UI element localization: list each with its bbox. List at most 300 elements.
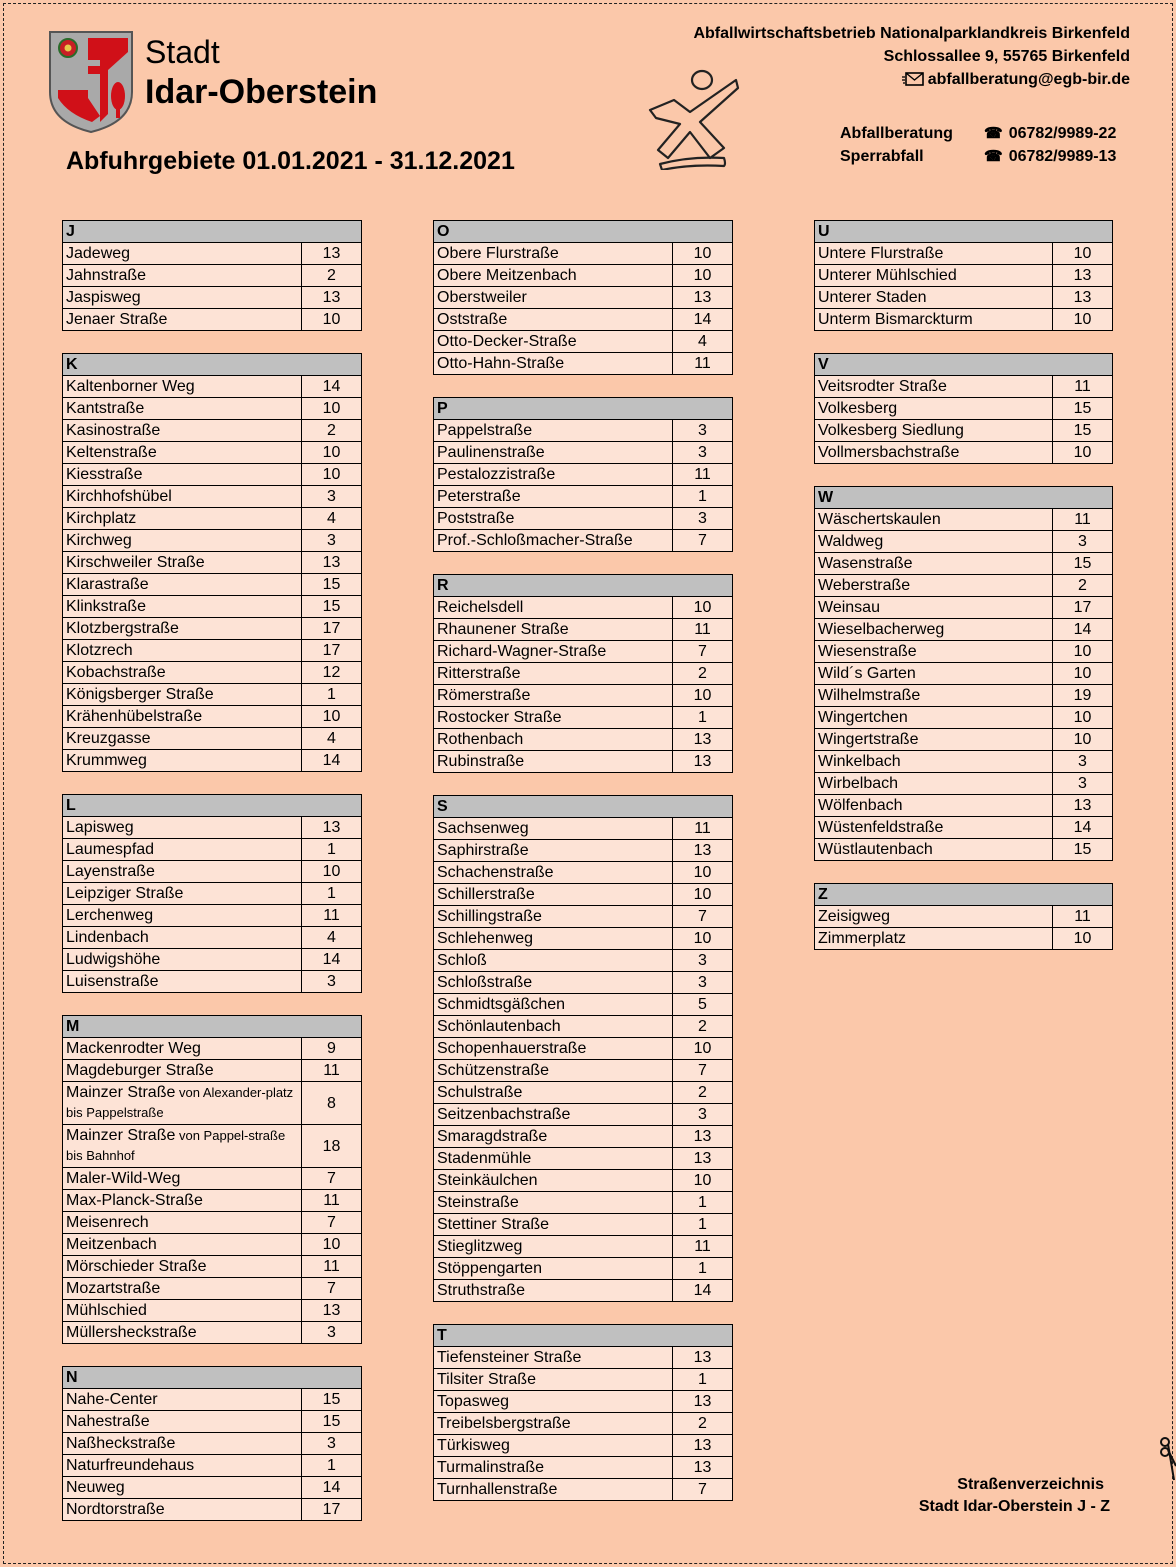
- table-row: [434, 1214, 733, 1236]
- street-name-cell: Pestalozzistraße: [434, 464, 673, 486]
- area-number-cell: 14: [302, 376, 362, 398]
- area-number-cell: 19: [1052, 685, 1112, 707]
- street-name: Mainzer Straße: [66, 1127, 176, 1144]
- table-row: [63, 442, 362, 464]
- table-row: [63, 883, 362, 905]
- street-name-cell: Kantstraße: [63, 398, 302, 420]
- area-number-cell: 4: [302, 927, 362, 949]
- letter-section-l: [62, 794, 362, 993]
- table-row: [815, 376, 1113, 398]
- area-number-cell: 15: [302, 1389, 362, 1411]
- area-number-cell: 13: [673, 729, 733, 751]
- street-name-cell: Lapisweg: [63, 817, 302, 839]
- table-row: [63, 1234, 362, 1256]
- street-name-cell: Schopenhauerstraße: [434, 1038, 673, 1060]
- area-number-cell: 10: [302, 398, 362, 420]
- area-number-cell: 11: [301, 1190, 361, 1212]
- street-name-cell: Keltenstraße: [63, 442, 302, 464]
- street-table: [814, 220, 1113, 331]
- area-number-cell: 11: [1052, 509, 1112, 531]
- waste-company-logo-icon: [640, 66, 750, 170]
- table-row: [815, 751, 1113, 773]
- street-name-cell: Stettiner Straße: [434, 1214, 673, 1236]
- street-name-cell: Obere Flurstraße: [434, 243, 673, 265]
- coat-of-arms-icon: [48, 30, 134, 134]
- area-number-cell: 1: [302, 839, 362, 861]
- letter-section-p: [433, 397, 733, 552]
- street-name-cell: Kirschweiler Straße: [63, 552, 302, 574]
- street-name-cell: Magdeburger Straße: [63, 1060, 302, 1082]
- street-table: [62, 794, 362, 993]
- street-name-cell: Zimmerplatz: [815, 928, 1053, 950]
- table-row: [815, 575, 1113, 597]
- street-name-cell: Peterstraße: [434, 486, 673, 508]
- street-name-cell: Weberstraße: [815, 575, 1053, 597]
- street-name-cell: Wäschertskaulen: [815, 509, 1053, 531]
- street-name-cell: Luisenstraße: [63, 971, 302, 993]
- area-number-cell: 3: [672, 508, 732, 530]
- table-row: [63, 817, 362, 839]
- street-name-cell: Schulstraße: [434, 1082, 673, 1104]
- letter-header: O: [434, 221, 733, 243]
- street-name-cell: Kaltenborner Weg: [63, 376, 302, 398]
- street-name-cell: Klinkstraße: [63, 596, 302, 618]
- street-name-cell: Richard-Wagner-Straße: [434, 641, 673, 663]
- letter-section-v: [814, 353, 1113, 464]
- table-row: [434, 840, 733, 862]
- area-number-cell: 7: [672, 906, 732, 928]
- table-row: [434, 243, 733, 265]
- area-number-cell: 1: [672, 1214, 732, 1236]
- table-row: [815, 773, 1113, 795]
- area-number-cell: 9: [301, 1038, 361, 1060]
- footer: [919, 1474, 1110, 1518]
- table-row: [815, 420, 1113, 442]
- table-row: [63, 552, 362, 574]
- street-name-cell: Tiefensteiner Straße: [434, 1347, 673, 1369]
- table-row: [63, 1212, 362, 1234]
- table-row: [815, 531, 1113, 553]
- street-name-cell: Rubinstraße: [434, 751, 673, 773]
- table-row: [63, 1082, 362, 1125]
- street-name-cell: Winkelbach: [815, 751, 1053, 773]
- contact-row-sperrabfall: [840, 145, 1116, 168]
- table-row: [434, 486, 733, 508]
- table-row: [815, 685, 1113, 707]
- street-name-cell: Steinstraße: [434, 1192, 673, 1214]
- area-number-cell: 11: [301, 1060, 361, 1082]
- street-table: [62, 1366, 362, 1521]
- table-row: [63, 464, 362, 486]
- area-number-cell: 17: [302, 618, 362, 640]
- letter-section-s: [433, 795, 733, 1302]
- street-name-cell: Weinsau: [815, 597, 1053, 619]
- letter-header: T: [434, 1325, 733, 1347]
- contact-label: Abfallberatung: [840, 125, 953, 142]
- table-row: [63, 1389, 362, 1411]
- street-name-cell: Otto-Decker-Straße: [434, 331, 673, 353]
- telephone-icon: ☎: [984, 125, 1003, 142]
- table-row: [63, 530, 362, 552]
- area-number-cell: 11: [301, 1256, 361, 1278]
- table-row: [434, 884, 733, 906]
- table-row: [434, 1280, 733, 1302]
- table-row: [63, 1278, 362, 1300]
- table-row: [63, 839, 362, 861]
- letter-header: K: [63, 354, 362, 376]
- area-number-cell: 1: [672, 486, 732, 508]
- table-row: [434, 619, 733, 641]
- street-name-cell: Untere Flurstraße: [815, 243, 1053, 265]
- table-row: [815, 619, 1113, 641]
- area-number-cell: 11: [672, 818, 732, 840]
- table-row: [434, 707, 733, 729]
- letter-header: N: [63, 1367, 362, 1389]
- street-name-cell: Klotzrech: [63, 640, 302, 662]
- street-name-cell: Paulinenstraße: [434, 442, 673, 464]
- contact-phone[interactable]: 06782/9989-22: [1008, 125, 1117, 142]
- area-number-cell: 15: [302, 596, 362, 618]
- organization-name: Abfallwirtschaftsbetrieb Nationalparklandkreis Birkenfeld: [693, 25, 1130, 42]
- contact-row-beratung: [840, 122, 1116, 145]
- street-name-cell: Turnhallenstraße: [434, 1479, 673, 1501]
- street-name-cell: Nahe-Center: [63, 1389, 302, 1411]
- street-name-cell: Leipziger Straße: [63, 883, 302, 905]
- table-row: [63, 1499, 362, 1521]
- table-row: [63, 574, 362, 596]
- street-name-cell: Meitzenbach: [63, 1234, 302, 1256]
- street-name-cell: Stieglitzweg: [434, 1236, 673, 1258]
- contacts-block: [840, 122, 1116, 168]
- table-row: [63, 927, 362, 949]
- area-number-cell: 2: [673, 663, 733, 685]
- table-row: [434, 1082, 733, 1104]
- page-title: Abfuhrgebiete 01.01.2021 - 31.12.2021: [66, 147, 515, 175]
- table-row: [434, 1413, 733, 1435]
- street-name-cell: Mozartstraße: [63, 1278, 302, 1300]
- street-name-cell: Kasinostraße: [63, 420, 302, 442]
- area-number-cell: 13: [1053, 265, 1113, 287]
- area-number-cell: 14: [302, 750, 362, 772]
- table-row: [63, 618, 362, 640]
- area-number-cell: 8: [301, 1082, 361, 1125]
- street-name-cell: Schönlautenbach: [434, 1016, 673, 1038]
- table-row: [63, 486, 362, 508]
- area-number-cell: 1: [673, 707, 733, 729]
- table-row: [434, 751, 733, 773]
- table-row: [63, 640, 362, 662]
- area-number-cell: 3: [672, 442, 732, 464]
- area-number-cell: 10: [1053, 928, 1113, 950]
- letter-section-m: [62, 1015, 362, 1344]
- street-table: [433, 397, 733, 552]
- area-number-cell: 3: [672, 972, 732, 994]
- area-number-cell: 10: [302, 442, 362, 464]
- street-name-cell: Vollmersbachstraße: [815, 442, 1053, 464]
- table-row: [434, 1391, 733, 1413]
- street-name-cell: Römerstraße: [434, 685, 673, 707]
- street-name-cell: Wölfenbach: [815, 795, 1053, 817]
- table-row: [434, 265, 733, 287]
- area-number-cell: 13: [672, 287, 732, 309]
- area-number-cell: 2: [672, 1082, 732, 1104]
- street-table: [433, 1324, 733, 1501]
- area-number-cell: 14: [672, 1280, 732, 1302]
- telephone-icon: ☎: [984, 148, 1003, 165]
- area-number-cell: 10: [1052, 442, 1112, 464]
- area-number-cell: 10: [1052, 707, 1112, 729]
- table-row: [63, 309, 362, 331]
- contact-phone[interactable]: 06782/9989-13: [1008, 148, 1117, 165]
- area-number-cell: 3: [302, 1433, 362, 1455]
- street-name-cell: Krummweg: [63, 750, 302, 772]
- street-name-cell: Neuweg: [63, 1477, 302, 1499]
- street-name-cell: Zeisigweg: [815, 906, 1053, 928]
- area-number-cell: 13: [1052, 795, 1112, 817]
- table-row: [434, 818, 733, 840]
- street-name-cell: Oberstweiler: [434, 287, 673, 309]
- street-name-cell: Rothenbach: [434, 729, 673, 751]
- street-name-cell: Ritterstraße: [434, 663, 673, 685]
- street-name-cell: Laumespfad: [63, 839, 302, 861]
- letter-header: W: [815, 487, 1113, 509]
- table-row: [63, 971, 362, 993]
- street-name-cell: Schloßstraße: [434, 972, 673, 994]
- area-number-cell: 11: [673, 619, 733, 641]
- area-number-cell: 7: [673, 641, 733, 663]
- table-row: [815, 265, 1113, 287]
- street-name-cell: Prof.-Schloßmacher-Straße: [434, 530, 673, 552]
- street-name-cell: Schlehenweg: [434, 928, 673, 950]
- table-row: [815, 287, 1113, 309]
- area-number-cell: 7: [301, 1168, 361, 1190]
- area-number-cell: 13: [673, 1435, 733, 1457]
- street-note: von Pappel-straße bis Bahnhof: [66, 1128, 286, 1163]
- street-name-cell: Volkesberg Siedlung: [815, 420, 1053, 442]
- table-row: [434, 1236, 733, 1258]
- street-name-cell: Meisenrech: [63, 1212, 302, 1234]
- street-name-cell: Mühlschied: [63, 1300, 302, 1322]
- table-row: [63, 1168, 362, 1190]
- street-name-cell: Steinkäulchen: [434, 1170, 673, 1192]
- street-name-cell: Nahestraße: [63, 1411, 302, 1433]
- area-number-cell: 15: [1052, 839, 1112, 861]
- area-number-cell: 10: [1052, 641, 1112, 663]
- area-number-cell: 5: [672, 994, 732, 1016]
- table-row: [434, 1016, 733, 1038]
- street-name-cell: Mörschieder Straße: [63, 1256, 302, 1278]
- letter-header: M: [63, 1016, 362, 1038]
- table-row: [63, 706, 362, 728]
- area-number-cell: 3: [1052, 773, 1112, 795]
- table-row: [434, 353, 733, 375]
- table-row: [434, 442, 733, 464]
- area-number-cell: 7: [672, 1060, 732, 1082]
- area-number-cell: 10: [672, 862, 732, 884]
- table-row: [63, 1190, 362, 1212]
- area-number-cell: 1: [302, 684, 362, 706]
- street-name-cell: Veitsrodter Straße: [815, 376, 1053, 398]
- street-name-cell: Wingertstraße: [815, 729, 1053, 751]
- table-row: [63, 508, 362, 530]
- letter-section-j: [62, 220, 362, 331]
- street-name-cell: Reichelsdell: [434, 597, 673, 619]
- table-row: [815, 442, 1113, 464]
- street-name-cell: Oststraße: [434, 309, 673, 331]
- street-name-cell: Poststraße: [434, 508, 673, 530]
- table-row: [434, 530, 733, 552]
- area-number-cell: 15: [1052, 420, 1112, 442]
- street-name-cell: Schmidtsgäßchen: [434, 994, 673, 1016]
- area-number-cell: 14: [302, 949, 362, 971]
- area-number-cell: 13: [301, 1300, 361, 1322]
- area-number-cell: 13: [673, 1391, 733, 1413]
- footer-title: Straßenverzeichnis: [957, 1476, 1104, 1493]
- table-row: [63, 861, 362, 883]
- organization-block: [693, 22, 1130, 91]
- street-table: [814, 883, 1113, 950]
- table-row: [63, 1455, 362, 1477]
- street-name-cell: Unterer Mühlschied: [815, 265, 1053, 287]
- table-row: [63, 750, 362, 772]
- area-number-cell: 2: [1052, 575, 1112, 597]
- street-name-cell: Obere Meitzenbach: [434, 265, 673, 287]
- area-number-cell: 13: [302, 552, 362, 574]
- street-name-cell: Königsberger Straße: [63, 684, 302, 706]
- table-row: [434, 1479, 733, 1501]
- table-row: [63, 420, 362, 442]
- table-row: [815, 641, 1113, 663]
- area-number-cell: 4: [672, 331, 732, 353]
- street-name-cell: Waldweg: [815, 531, 1053, 553]
- area-number-cell: 10: [1052, 729, 1112, 751]
- street-name-cell: Schillerstraße: [434, 884, 673, 906]
- table-row: [434, 641, 733, 663]
- street-name-cell: Saphirstraße: [434, 840, 673, 862]
- table-row: [815, 839, 1113, 861]
- table-row: [434, 1435, 733, 1457]
- table-row: [63, 1322, 362, 1344]
- street-column-1: [62, 220, 362, 1543]
- table-row: [63, 1256, 362, 1278]
- footer-subtitle: Stadt Idar-Oberstein J - Z: [918, 1498, 1110, 1515]
- area-number-cell: 1: [302, 1455, 362, 1477]
- area-number-cell: 14: [1052, 817, 1112, 839]
- table-row: [434, 950, 733, 972]
- street-name-cell: Kobachstraße: [63, 662, 302, 684]
- table-row: [63, 1433, 362, 1455]
- street-name-cell: Schützenstraße: [434, 1060, 673, 1082]
- street-name-cell: Smaragdstraße: [434, 1126, 673, 1148]
- table-row: [434, 309, 733, 331]
- table-row: [434, 1192, 733, 1214]
- area-number-cell: 15: [302, 1411, 362, 1433]
- table-row: [434, 1038, 733, 1060]
- table-row: [434, 1457, 733, 1479]
- area-number-cell: 13: [302, 817, 362, 839]
- street-name-cell: Kirchweg: [63, 530, 302, 552]
- street-name-cell: Jaspisweg: [63, 287, 302, 309]
- street-column-3: [814, 220, 1113, 972]
- area-number-cell: 10: [302, 861, 362, 883]
- area-number-cell: 14: [1052, 619, 1112, 641]
- table-row: [63, 1060, 362, 1082]
- area-number-cell: 13: [302, 243, 362, 265]
- street-name-cell: Wiesenstraße: [815, 641, 1053, 663]
- area-number-cell: 10: [672, 265, 732, 287]
- street-name-cell: Jenaer Straße: [63, 309, 302, 331]
- area-number-cell: 17: [302, 640, 362, 662]
- table-row: [434, 508, 733, 530]
- table-row: [815, 398, 1113, 420]
- letter-section-o: [433, 220, 733, 375]
- area-number-cell: 2: [672, 1016, 732, 1038]
- table-row: [63, 1477, 362, 1499]
- street-name-cell: Naturfreundehaus: [63, 1455, 302, 1477]
- table-row: [434, 1258, 733, 1280]
- area-number-cell: 3: [1052, 751, 1112, 773]
- city-name: Idar-Oberstein: [145, 73, 378, 111]
- area-number-cell: 10: [1053, 309, 1113, 331]
- street-table: [433, 795, 733, 1302]
- street-name-cell: [63, 1082, 302, 1125]
- street-table: [814, 353, 1113, 464]
- area-number-cell: 15: [1052, 398, 1112, 420]
- letter-header: R: [434, 575, 733, 597]
- area-number-cell: 3: [302, 530, 362, 552]
- table-row: [434, 1104, 733, 1126]
- table-row: [434, 663, 733, 685]
- area-number-cell: 3: [302, 971, 362, 993]
- street-name-cell: Nordtorstraße: [63, 1499, 302, 1521]
- table-row: [434, 972, 733, 994]
- area-number-cell: 1: [672, 1258, 732, 1280]
- street-name-cell: Ludwigshöhe: [63, 949, 302, 971]
- area-number-cell: 10: [672, 243, 732, 265]
- street-name-cell: Schachenstraße: [434, 862, 673, 884]
- street-name-cell: Treibelsbergstraße: [434, 1413, 673, 1435]
- street-table: [433, 220, 733, 375]
- letter-section-r: [433, 574, 733, 773]
- street-name-cell: Kirchhofshübel: [63, 486, 302, 508]
- table-row: [434, 906, 733, 928]
- area-number-cell: 3: [672, 420, 732, 442]
- area-number-cell: 11: [302, 905, 362, 927]
- area-number-cell: 13: [673, 1457, 733, 1479]
- street-name-cell: Jahnstraße: [63, 265, 302, 287]
- table-row: [434, 1170, 733, 1192]
- table-row: [434, 420, 733, 442]
- street-name-cell: Unterm Bismarckturm: [815, 309, 1053, 331]
- organization-email[interactable]: abfallberatung@egb-bir.de: [927, 71, 1130, 88]
- street-name-cell: Kreuzgasse: [63, 728, 302, 750]
- letter-header: U: [815, 221, 1113, 243]
- area-number-cell: 13: [672, 840, 732, 862]
- table-row: [434, 597, 733, 619]
- table-row: [63, 376, 362, 398]
- street-name: Mainzer Straße: [66, 1084, 176, 1101]
- table-row: [63, 1038, 362, 1060]
- street-name-cell: Kirchplatz: [63, 508, 302, 530]
- street-name-cell: Max-Planck-Straße: [63, 1190, 302, 1212]
- area-number-cell: 11: [1053, 906, 1113, 928]
- street-name-cell: Wingertchen: [815, 707, 1053, 729]
- street-table: [433, 574, 733, 773]
- table-row: [815, 597, 1113, 619]
- area-number-cell: 3: [301, 1322, 361, 1344]
- area-number-cell: 13: [672, 1126, 732, 1148]
- street-name-cell: Maler-Wild-Weg: [63, 1168, 302, 1190]
